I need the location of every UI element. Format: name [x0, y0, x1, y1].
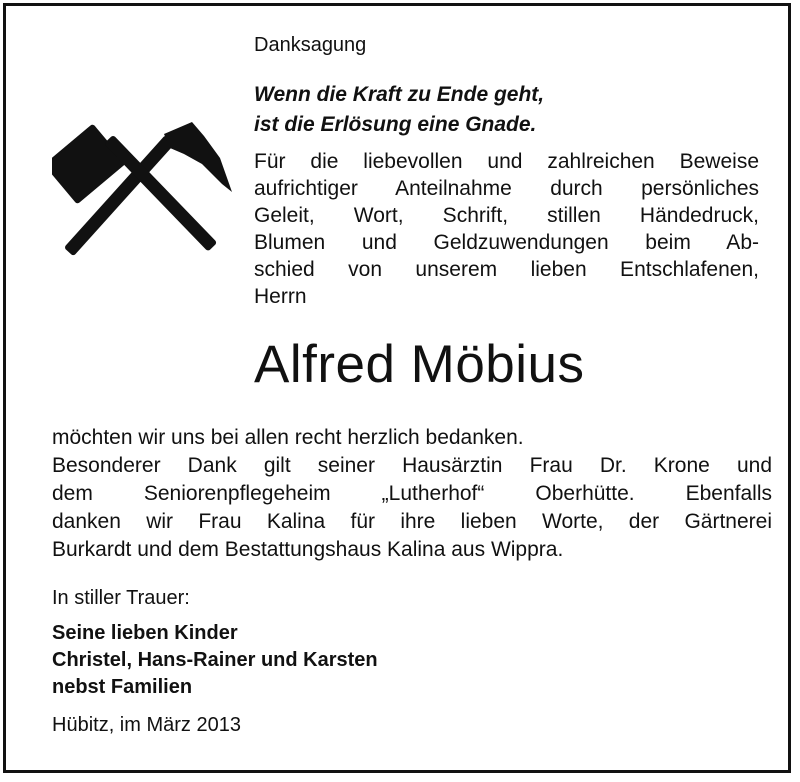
thanks-line: Herrn [254, 285, 307, 308]
thanks-line: Blumen und Geldzuwendungen beim Ab- [254, 231, 759, 254]
mourners-line: Christel, Hans-Rainer und Karsten [52, 649, 378, 671]
hammer-and-pick-icon [52, 112, 234, 282]
mourners-line: Seine lieben Kinder [52, 622, 238, 644]
body-paragraph [52, 424, 772, 564]
mourners-line: nebst Familien [52, 676, 193, 698]
body-line: dem Seniorenpflegeheim „Lutherhof“ Oberhütte. Ebenfalls [52, 482, 772, 505]
thanks-line: Für die liebevollen und zahlreichen Beweise [254, 150, 759, 173]
body-line: möchten wir uns bei allen recht herzlich bedanken. [52, 426, 524, 449]
thanks-line: Geleit, Wort, Schrift, stillen Händedruck, [254, 204, 759, 227]
motto [254, 80, 544, 140]
thanks-line: schied von unserem lieben Entschlafenen, [254, 258, 759, 281]
motto-line: ist die Erlösung eine Gnade. [254, 113, 537, 136]
thanks-line: aufrichtiger Anteilnahme durch persönliches [254, 177, 759, 200]
body-line: Besonderer Dank gilt seiner Hausärztin Frau Dr. Krone und [52, 454, 772, 477]
notice-heading: Danksagung [254, 34, 367, 56]
body-line: Burkardt und dem Bestattungshaus Kalina aus Wippra. [52, 538, 564, 561]
motto-line: Wenn die Kraft zu Ende geht, [254, 83, 545, 106]
deceased-name: Alfred Möbius [254, 335, 585, 394]
body-line: danken wir Frau Kalina für ihre lieben Worte, der Gärtnerei [52, 510, 772, 533]
thanks-paragraph [254, 148, 759, 310]
mourners [52, 620, 378, 701]
place-date: Hübitz, im März 2013 [52, 714, 241, 736]
mourning-label: In stiller Trauer: [52, 587, 190, 609]
